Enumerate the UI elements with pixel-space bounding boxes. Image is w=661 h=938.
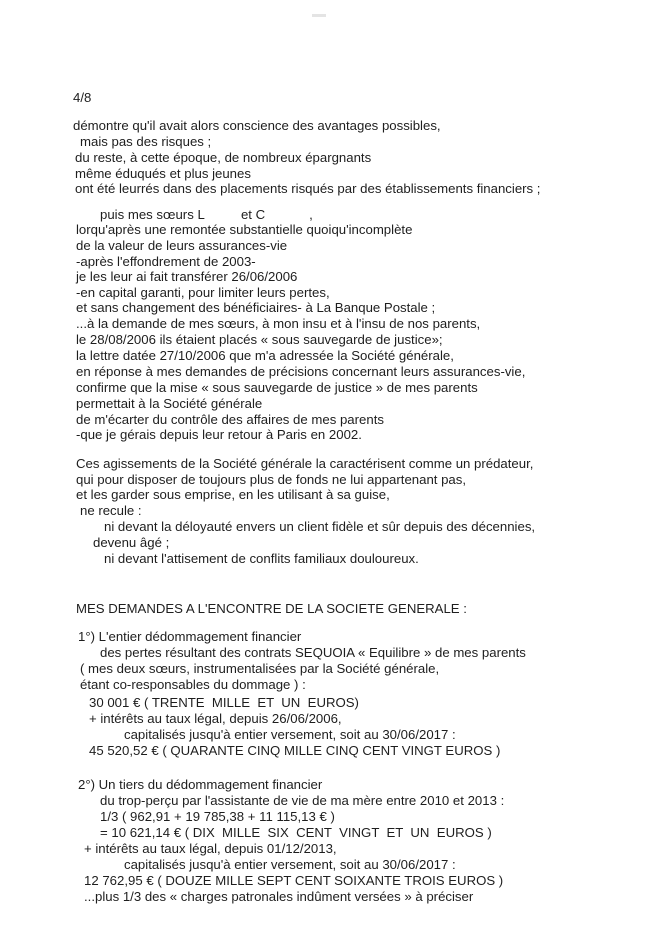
text-line: de m'écarter du contrôle des affaires de mes parents: [76, 412, 384, 427]
text-line: ni devant l'attisement de conflits familiaux douloureux.: [104, 551, 419, 566]
text-line: ont été leurrés dans des placements risqués par des établissements financiers ;: [75, 181, 541, 196]
text-line: 1/3 ( 962,91 + 19 785,38 + 11 115,13 € ): [100, 809, 335, 824]
text-line: capitalisés jusqu'à entier versement, soit au 30/06/2017 :: [124, 857, 456, 872]
text-line: ...plus 1/3 des « charges patronales indûment versées » à préciser: [84, 889, 474, 904]
text-line: -que je gérais depuis leur retour à Paris en 2002.: [76, 427, 362, 442]
text-line: ne recule :: [80, 503, 142, 518]
text-line: du reste, à cette époque, de nombreux épargnants: [75, 150, 372, 165]
scan-mark: [312, 14, 326, 17]
text-line: 2°) Un tiers du dédommagement financier: [78, 777, 323, 792]
text-line: même éduqués et plus jeunes: [75, 166, 251, 181]
text-line: la lettre datée 27/10/2006 que m'a adressée la Société générale,: [76, 348, 454, 363]
text-line: puis mes sœurs L et C ,: [100, 207, 313, 222]
text-line: lorqu'après une remontée substantielle quoiqu'incomplète: [76, 222, 413, 237]
text-line: des pertes résultant des contrats SEQUOIA « Equilibre » de mes parents: [100, 645, 526, 660]
text-line: -en capital garanti, pour limiter leurs pertes,: [76, 285, 330, 300]
text-line: et les garder sous emprise, en les utilisant à sa guise,: [76, 487, 390, 502]
text-line: je les leur ai fait transférer 26/06/2006: [76, 269, 298, 284]
text-line: -après l'effondrement de 2003-: [76, 254, 256, 269]
text-line: mais pas des risques ;: [80, 134, 212, 149]
amount-line: 45 520,52 € ( QUARANTE CINQ MILLE CINQ CENT VINGT EUROS ): [89, 743, 501, 758]
text-line: démontre qu'il avait alors conscience des avantages possibles,: [73, 118, 441, 133]
text-line: 1°) L'entier dédommagement financier: [78, 629, 302, 644]
text-line: + intérêts au taux légal, depuis 26/06/2006,: [89, 711, 342, 726]
text-line: du trop-perçu par l'assistante de vie de ma mère entre 2010 et 2013 :: [100, 793, 505, 808]
text-line: ni devant la déloyauté envers un client fidèle et sûr depuis des décennies,: [104, 519, 536, 534]
amount-line: 12 762,95 € ( DOUZE MILLE SEPT CENT SOIXANTE TROIS EUROS ): [84, 873, 504, 888]
text-line: ( mes deux sœurs, instrumentalisées par la Société générale,: [80, 661, 440, 676]
text-line: ...à la demande de mes sœurs, à mon insu et à l'insu de nos parents,: [76, 316, 481, 331]
text-line: en réponse à mes demandes de précisions concernant leurs assurances-vie,: [76, 364, 526, 379]
text-line: le 28/08/2006 ils étaient placés « sous sauvegarde de justice»;: [76, 332, 443, 347]
amount-line: = 10 621,14 € ( DIX MILLE SIX CENT VINGT ET UN EUROS ): [100, 825, 492, 840]
text-line: Ces agissements de la Société générale la caractérisent comme un prédateur,: [76, 456, 534, 471]
text-line: + intérêts au taux légal, depuis 01/12/2013,: [84, 841, 337, 856]
text-line: devenu âgé ;: [93, 535, 170, 550]
text-line: capitalisés jusqu'à entier versement, soit au 30/06/2017 :: [124, 727, 456, 742]
text-line: qui pour disposer de toujours plus de fonds ne lui appartenant pas,: [76, 472, 467, 487]
amount-line: 30 001 € ( TRENTE MILLE ET UN EUROS): [89, 695, 359, 710]
text-line: et sans changement des bénéficiaires- à La Banque Postale ;: [76, 300, 436, 315]
section-heading: MES DEMANDES A L'ENCONTRE DE LA SOCIETE GENERALE :: [76, 601, 467, 616]
text-line: permettait à la Société générale: [76, 396, 263, 411]
text-line: étant co-responsables du dommage ) :: [80, 677, 306, 692]
text-line: de la valeur de leurs assurances-vie: [76, 238, 288, 253]
text-line: confirme que la mise « sous sauvegarde de justice » de mes parents: [76, 380, 478, 395]
page-number: 4/8: [73, 90, 92, 105]
